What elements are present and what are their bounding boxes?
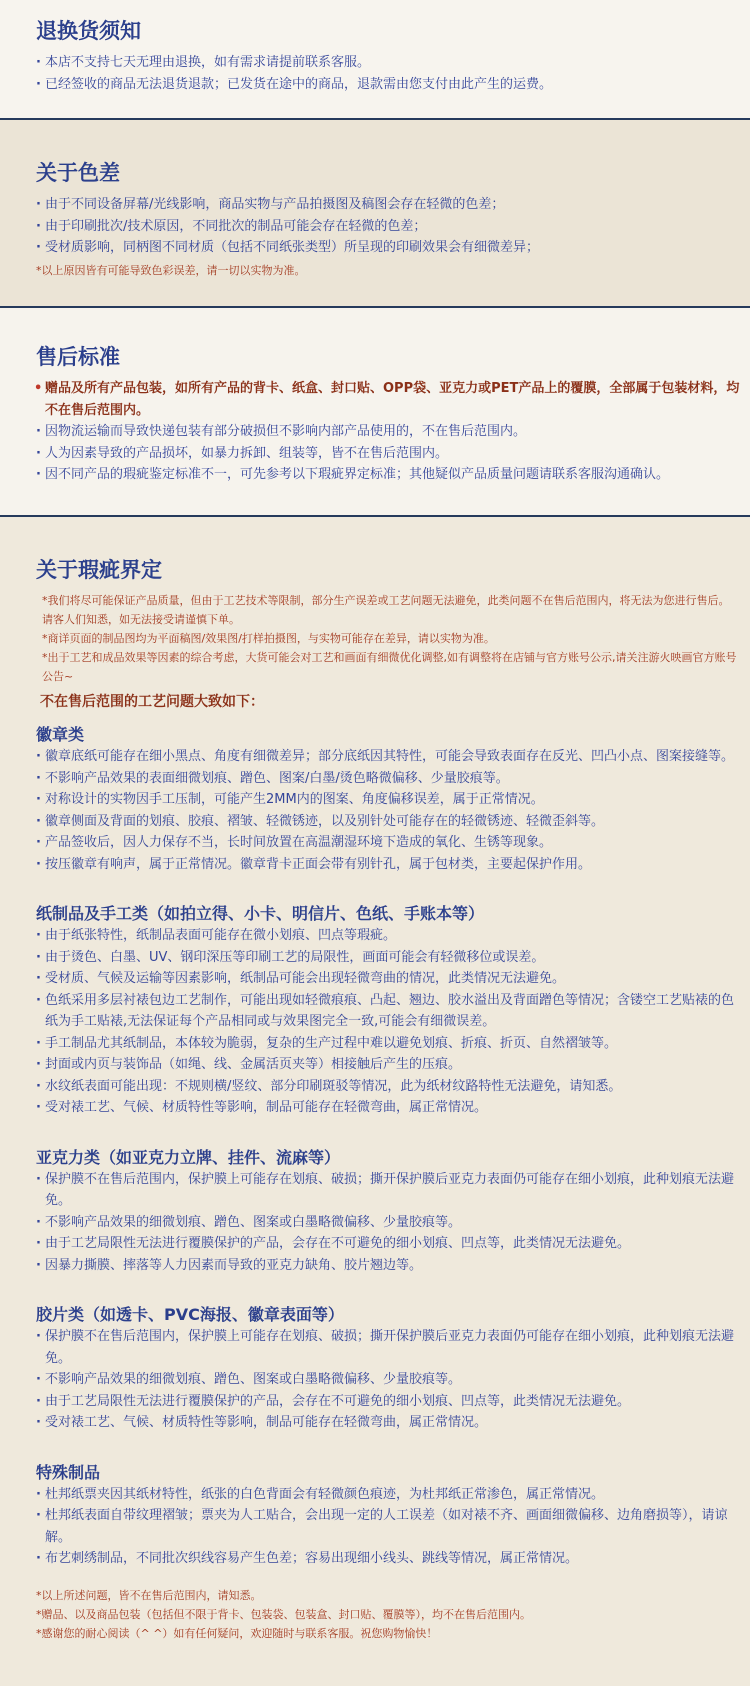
after-sales-bold-line: • 赠品及所有产品包装，如所有产品的背卡、纸盒、封口贴、OPP袋、亚克力或PET产品上的覆膜，全部属于包装材料，均不在售后范围内。	[36, 378, 740, 421]
returns-section	[0, 0, 750, 118]
category-line: · 不影响产品效果的细微划痕、蹭色、图案或白墨略微偏移、少量胶痕等。	[36, 1212, 740, 1234]
category-line: · 布艺刺绣制品，不同批次织线容易产生色差；容易出现细小线头、跳线等情况，属正常情况。	[36, 1548, 740, 1570]
category-special	[36, 1462, 740, 1570]
category-paper	[36, 903, 740, 1119]
after-sales-line: · 人为因素导致的产品损坏，如暴力拆卸、组装等，皆不在售后范围内。	[36, 443, 740, 465]
category-line: · 不影响产品效果的细微划痕、蹭色、图案或白墨略微偏移、少量胶痕等。	[36, 1369, 740, 1391]
category-line: · 不影响产品效果的表面细微划痕、蹭色、图案/白墨/烫色略微偏移、少量胶痕等。	[36, 768, 740, 790]
after-sales-section	[0, 308, 750, 515]
category-title: 纸制品及手工类（如拍立得、小卡、明信片、色纸、手账本等）	[36, 904, 485, 923]
color-diff-line: · 由于不同设备屏幕/光线影响，商品实物与产品拍摄图及稿图会存在轻微的色差；	[36, 194, 740, 216]
category-line: · 对称设计的实物因手工压制，可能产生2MM内的图案、角度偏移误差，属于正常情况。	[36, 789, 740, 811]
color-diff-line: · 由于印刷批次/技术原因，不同批次的制品可能会存在轻微的色差；	[36, 216, 740, 238]
category-line: · 徽章底纸可能存在细小黑点、角度有细微差异；部分底纸因其特性，可能会导致表面存在反光、凹凸小点、图案接缝等。	[36, 746, 740, 768]
category-title: 特殊制品	[36, 1462, 101, 1482]
category-line: · 封面或内页与装饰品（如绳、线、金属活页夹等）相接触后产生的压痕。	[36, 1054, 740, 1076]
category-acrylic	[36, 1147, 740, 1277]
category-line: · 受对裱工艺、气候、材质特性等影响，制品可能存在轻微弯曲，属正常情况。	[36, 1097, 740, 1119]
category-title: 亚克力类（如亚克力立牌、挂件、流麻等）	[36, 1147, 341, 1167]
category-line: · 由于工艺局限性无法进行覆膜保护的产品，会存在不可避免的细小划痕、凹点等，此类情况无法避免。	[36, 1391, 740, 1413]
defects-note: *商详页面的制品图均为平面稿图/效果图/打样拍摄图，与实物可能存在差异，请以实物为准。	[42, 632, 495, 645]
category-line: · 由于烫色、白墨、UV、钢印深压等印刷工艺的局限性，画面可能会有轻微移位或误差。	[36, 947, 740, 969]
category-line: · 色纸采用多层衬裱包边工艺制作，可能出现如轻微痕痕、凸起、翘边、胶水溢出及背面蹭色等情况；含镂空工艺贴裱的色纸为手工贴裱,无法保证每个产品相同或与效果图完全一致,可能会有细微误差。	[36, 990, 740, 1033]
returns-title: 退换货须知	[36, 19, 141, 43]
color-diff-line: · 受材质影响，同柄图不同材质（包括不同纸张类型）所呈现的印刷效果会有细微差异；	[36, 237, 740, 259]
color-diff-section	[0, 120, 750, 306]
category-line: · 由于工艺局限性无法进行覆膜保护的产品，会存在不可避免的细小划痕、凹点等，此类情况无法避免。	[36, 1233, 740, 1255]
defects-note: *我们将尽可能保证产品质量，但由于工艺技术等限制，部分生产误差或工艺问题无法避免，此类问题不在售后范围内，将无法为您进行售后。请客人们知悉，如无法接受请谨慎下单。	[42, 594, 730, 626]
category-line: · 保护膜不在售后范围内，保护膜上可能存在划痕、破损；撕开保护膜后亚克力表面仍可能存在细小划痕，此种划痕无法避免。	[36, 1326, 740, 1369]
defects-note: *出于工艺和成品效果等因素的综合考虑，大货可能会对工艺和画面有细微优化调整,如有调整将在店铺与官方账号公示,请关注游火映画官方账号公告~	[42, 651, 737, 683]
returns-line: · 本店不支持七天无理由退换，如有需求请提前联系客服。	[36, 52, 740, 74]
category-line: · 杜邦纸表面自带纹理褶皱；票夹为人工贴合，会出现一定的人工误差（如对裱不齐、画面细微偏移、边角磨损等），请谅解。	[36, 1505, 740, 1548]
after-sales-line: · 因不同产品的瑕疵鉴定标准不一，可先参考以下瑕疵界定标准；其他疑似产品质量问题请联系客服沟通确认。	[36, 464, 740, 486]
category-line: · 手工制品尤其纸制品，本体较为脆弱，复杂的生产过程中难以避免划痕、折痕、折页、自然褶皱等。	[36, 1033, 740, 1055]
defects-title: 关于瑕疵界定	[36, 558, 162, 582]
category-title: 胶片类（如透卡、PVC海报、徽章表面等）	[36, 1305, 344, 1324]
defects-subheading: 不在售后范围的工艺问题大致如下：	[40, 694, 264, 710]
defects-section	[0, 517, 750, 1686]
category-line: · 受对裱工艺、气候、材质特性等影响，制品可能存在轻微弯曲，属正常情况。	[36, 1412, 740, 1434]
category-line: · 徽章侧面及背面的划痕、胶痕、褶皱、轻微锈迹，以及别针处可能存在的轻微锈迹、轻微歪斜等。	[36, 811, 740, 833]
footer-note: *以上所述问题，皆不在售后范围内，请知悉。	[36, 1588, 262, 1602]
category-line: · 水纹纸表面可能出现：不规则横/竖纹、部分印刷斑驳等情况，此为纸材纹路特性无法避免，请知悉。	[36, 1076, 740, 1098]
footer-note: *感谢您的耐心阅读（^ ^）如有任何疑问，欢迎随时与联系客服。祝您购物愉快！	[36, 1626, 438, 1640]
category-line: · 由于纸张特性，纸制品表面可能存在微小划痕、凹点等瑕疵。	[36, 925, 740, 947]
color-diff-title: 关于色差	[36, 161, 120, 185]
category-title: 徽章类	[36, 725, 85, 744]
color-diff-note: *以上原因皆有可能导致色彩误差，请一切以实物为准。	[36, 263, 306, 277]
category-line: · 产品签收后，因人力保存不当，长时间放置在高温潮湿环境下造成的氧化、生锈等现象。	[36, 832, 740, 854]
category-line: · 因暴力撕膜、摔落等人力因素而导致的亚克力缺角、胶片翘边等。	[36, 1255, 740, 1277]
category-line: · 按压徽章有响声，属于正常情况。徽章背卡正面会带有别针孔，属于包材类，主要起保护作用。	[36, 854, 740, 876]
after-sales-line: · 因物流运输而导致快递包装有部分破损但不影响内部产品使用的，不在售后范围内。	[36, 421, 740, 443]
category-film	[36, 1304, 740, 1434]
after-sales-title: 售后标准	[36, 345, 120, 369]
footer-note: *赠品、以及商品包装（包括但不限于背卡、包装袋、包装盒、封口贴、覆膜等），均不在售后范围内。	[36, 1607, 531, 1621]
category-line: · 受材质、气候及运输等因素影响，纸制品可能会出现轻微弯曲的情况，此类情况无法避免。	[36, 968, 740, 990]
category-badges	[36, 724, 740, 875]
category-line: · 保护膜不在售后范围内，保护膜上可能存在划痕、破损；撕开保护膜后亚克力表面仍可能存在细小划痕，此种划痕无法避免。	[36, 1169, 740, 1212]
defects-footer	[36, 1586, 740, 1643]
returns-line: · 已经签收的商品无法退货退款；已发货在途中的商品，退款需由您支付由此产生的运费。	[36, 74, 740, 96]
category-line: · 杜邦纸票夹因其纸材特性，纸张的白色背面会有轻微颜色痕迹，为杜邦纸正常渗色，属正常情况。	[36, 1484, 740, 1506]
